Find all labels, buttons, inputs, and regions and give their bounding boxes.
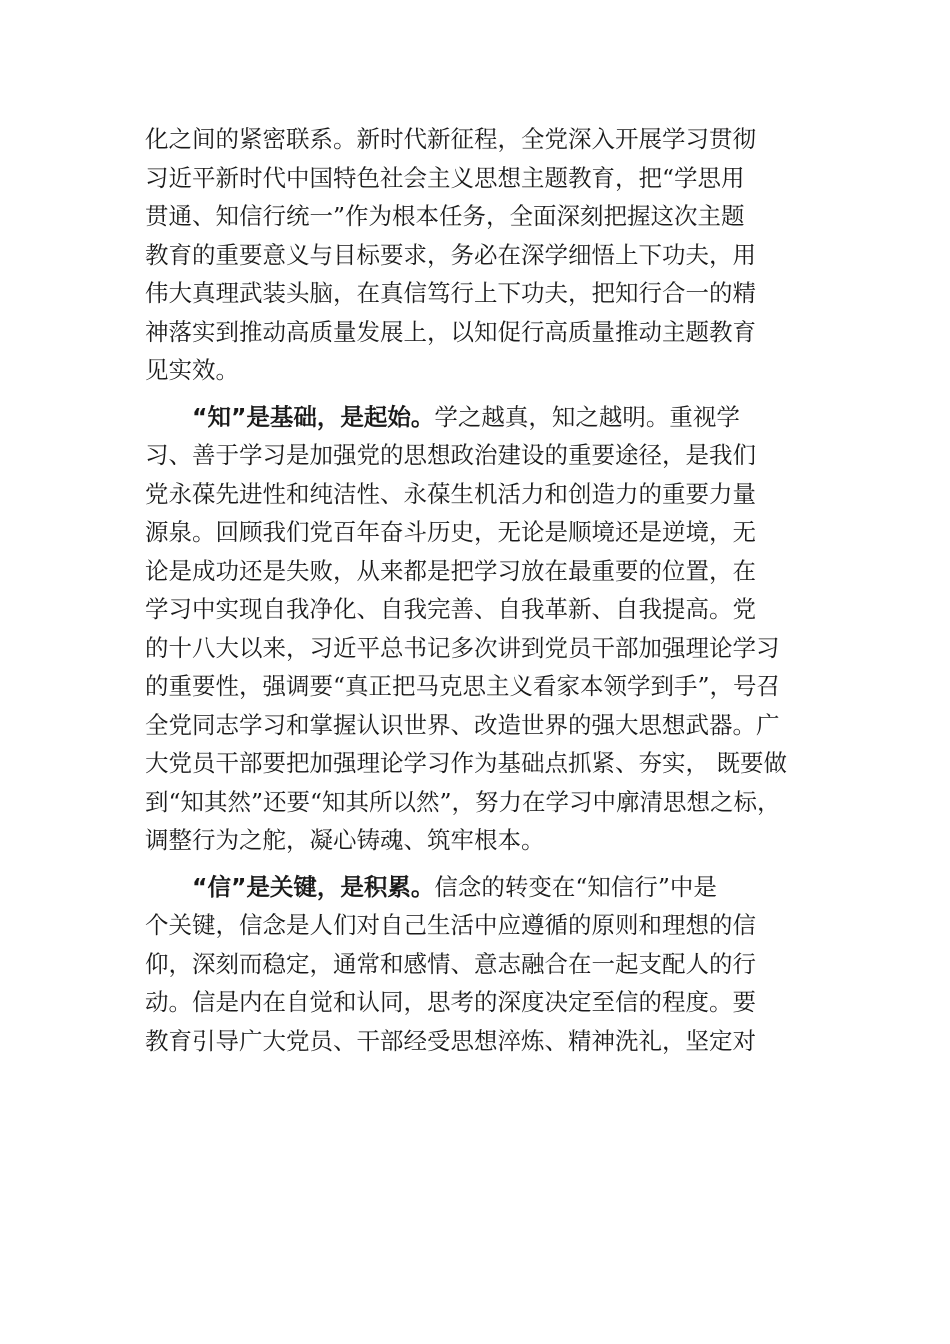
text-line: 调整行为之舵，凝心铸魂、筑牢根本。 bbox=[145, 826, 545, 854]
text-line: 习、善于学习是加强党的思想政治建设的重要途径，是我们 bbox=[145, 441, 756, 469]
text-line: 仰，深刻而稳定，通常和感情、意志融合在一起支配人的行 bbox=[145, 949, 756, 978]
text-line: 化之间的紧密联系。新时代新征程，全党深入开展学习贯彻 bbox=[145, 125, 756, 153]
text-line: 教育的重要意义与目标要求，务必在深学细悟上下功夫，用 bbox=[145, 240, 756, 269]
text-line: 见实效。 bbox=[145, 356, 239, 384]
text-line: 神落实到推动高质量发展上，以知促行高质量推动主题教育 bbox=[145, 317, 756, 346]
paragraph-xin bbox=[145, 868, 835, 1061]
text-line: 教育引导广大党员、干部经受思想淬炼、精神洗礼，坚定对 bbox=[145, 1026, 756, 1055]
paragraph-intro bbox=[145, 120, 835, 390]
paragraph-first-line-text: 学之越真，知之越明。重视学 bbox=[434, 402, 740, 431]
document-body bbox=[145, 120, 835, 1060]
paragraph-first-line bbox=[145, 398, 835, 437]
text-line: 贯通、知信行统一”作为根本任务，全面深刻把握这次主题 bbox=[145, 202, 745, 230]
text-line: 动。信是内在自觉和认同，思考的深度决定至信的程度。要 bbox=[145, 988, 756, 1016]
text-line: 习近平新时代中国特色社会主义思想主题教育，把“学思用 bbox=[145, 163, 745, 192]
paragraph-heading: “信”是关键，是积累。 bbox=[192, 872, 435, 901]
text-line: 源泉。回顾我们党百年奋斗历史，无论是顺境还是逆境，无 bbox=[145, 518, 756, 546]
text-line: 伟大真理武装头脑，在真信笃行上下功夫，把知行合一的精 bbox=[145, 279, 756, 307]
text-line: 个关键，信念是人们对自己生活中应遵循的原则和理想的信 bbox=[145, 911, 756, 939]
paragraph-first-line bbox=[145, 868, 835, 907]
text-line: 的重要性，强调要“真正把马克思主义看家本领学到手”，号召 bbox=[145, 672, 781, 700]
paragraph-first-line-text: 信念的转变在“知信行”中是 bbox=[434, 872, 717, 901]
paragraph-zhi bbox=[145, 398, 835, 860]
text-line: 党永葆先进性和纯洁性、永葆生机活力和创造力的重要力量 bbox=[145, 479, 756, 508]
text-line: 学习中实现自我净化、自我完善、自我革新、自我提高。党 bbox=[145, 595, 756, 623]
text-line: 论是成功还是失败，从来都是把学习放在最重要的位置，在 bbox=[145, 556, 756, 585]
text-line: 大党员干部要把加强理论学习作为基础点抓紧、夯实， 既要做 bbox=[145, 749, 787, 777]
paragraph-heading: “知”是基础，是起始。 bbox=[192, 402, 435, 431]
text-line: 全党同志学习和掌握认识世界、改造世界的强大思想武器。广 bbox=[145, 710, 780, 739]
text-line: 到“知其然”还要“知其所以然”，努力在学习中廓清思想之标， bbox=[145, 787, 781, 816]
text-line: 的十八大以来，习近平总书记多次讲到党员干部加强理论学习 bbox=[145, 633, 780, 662]
